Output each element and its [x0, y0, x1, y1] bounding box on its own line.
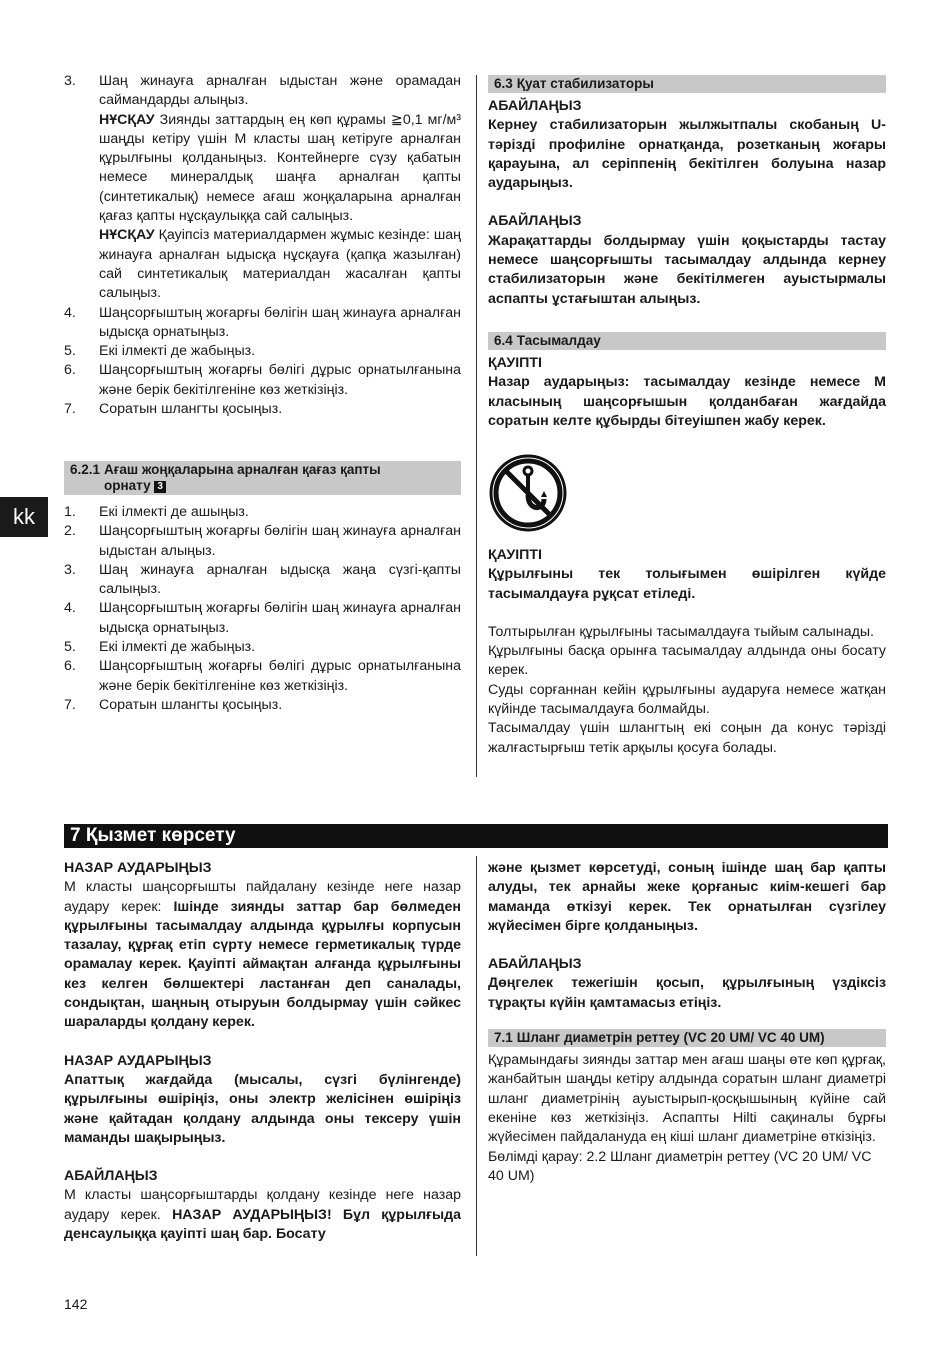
right-top-column	[488, 75, 886, 309]
section-number: 6.2.1	[70, 462, 101, 477]
attention-paragraph	[64, 878, 461, 1032]
note-text: Зиянды заттардың ең көп құрамы ≧0,1 мг/м³ шаңды кетіру үшін М класты шаң кетіруге арналған құрылғыны қолданыңыз. Контейнерге сүзу қабатын немесе минералдық шаңға арналған қапты (синтетикалық) немесе ағаш жоңқаларына арналған қағаз қапты нұсқаулыққа сай салыңыз.	[99, 111, 461, 225]
item-number: 4.	[64, 304, 76, 321]
section-heading	[64, 461, 461, 495]
right-bottom-column	[488, 859, 886, 1186]
note-paragraph	[99, 111, 461, 227]
warning-text: Кернеу стабилизаторын жылжытпалы скобаның U-тәрізді профиліне орнатқанда, розетканың жоғары қарауына, ал серіппенің бекітілген болуына назар аударыңыз.	[488, 117, 886, 192]
note-label: НҰСҚАУ	[99, 227, 155, 244]
danger-text: Құрылғыны тек толығымен өшірілген күйде тасымалдауға рұқсат етіледі.	[488, 566, 886, 602]
danger-heading: ҚАУІПТІ	[488, 355, 542, 371]
chapter-heading: 7 Қызмет көрсету	[64, 824, 888, 848]
item-text: Екі ілмекті де ашыңыз.	[99, 504, 249, 520]
list-item	[64, 304, 461, 343]
section-heading	[488, 1029, 886, 1047]
attention-heading: НАЗАР АУДАРЫҢЫЗ	[64, 1052, 212, 1069]
item-number: 6.	[64, 362, 76, 379]
danger-text: Назар аударыңыз: тасымалдау кезінде немесе М класының шаңсорғышын қолданбаған жағдайда соратын келте құбырды бітеуішпен жабу керек.	[488, 374, 886, 429]
warning-heading: АБАЙЛАҢЫЗ	[488, 98, 582, 114]
paragraph: Тасымалдау үшін шлангтың екі соңын да конус тәрізді жалғастырғыш тетік арқылы қосуға болады.	[488, 720, 886, 756]
attention-text: М класты шаңсорғышты пайдалану кезінде неге назар аудару керек:	[64, 879, 461, 915]
attention-heading: НАЗАР АУДАРЫҢЫЗ	[64, 860, 212, 876]
column-divider-bottom	[476, 856, 477, 1256]
list-item	[64, 361, 461, 400]
list-item	[64, 638, 461, 657]
list-item	[64, 522, 461, 561]
note-text: Қауіпсіз материалдармен жұмыс кезінде: шаң жинауға арналған ыдысқа нұсқауға (қапқа жазылған) сай синтетикалық материалдан жасалған қапты салыңыз.	[99, 227, 461, 302]
caution-bold-text: және қызмет көрсетуді, соның ішінде шаң бар қапты алуды, тек арнайы жеке қорғаныс киім-кешегі бар маманда өткізуі керек. Тек орнатылған сүзгілеу жүйесімен бірге қолданыңыз.	[488, 860, 886, 934]
item-number: 2.	[64, 523, 76, 540]
note-paragraph	[99, 226, 461, 303]
left-section-621	[64, 461, 461, 715]
section-number: 6.3	[494, 76, 513, 91]
list-item	[64, 696, 461, 715]
caution-heading: АБАЙЛАҢЫЗ	[488, 956, 582, 973]
item-text: Екі ілмекті де жабыңыз.	[99, 343, 256, 360]
section-title: Шланг диаметрін реттеу (VC 20 UM/ VC 40 UM)	[516, 1030, 825, 1046]
attention-bold-text: Ішінде зиянды заттар бар бөлмеден құрылғыны тасымалдау алдында құрылғы корпусын тазалау, құрғақ етіп сүрту немесе герметикалық түрде орамалау керек. Қауіпті аймақтан алғанда құрылғыны кез келген бөлшектері ластанған деп саналады, сондықтан, шаңның отыруын болдырмау үшін сәйкес шараларды қолдану керек.	[64, 898, 461, 1031]
list-item	[64, 400, 461, 419]
no-crane-lifting-icon	[488, 453, 568, 533]
list-item	[64, 561, 461, 600]
item-text: Шаңсорғыштың жоғарғы бөлігін шаң жинауға арналған ыдысқа орнатыңыз.	[99, 600, 461, 636]
item-number: 3.	[64, 73, 76, 89]
caution-text: Дөңгелек тежегішін қосып, құрылғының үздіксіз тұрақты күйін қамтамасыз етіңіз.	[488, 975, 886, 1011]
paragraph: Толтырылған құрылғыны тасымалдауға тыйым салынады.	[488, 623, 874, 640]
paragraph: Құрылғыны басқа орынға тасымалдау алдында оны босату керек.	[488, 643, 886, 679]
caution-text: М класты шаңсорғыштарды қолдану кезінде неге назар аудару керек.	[64, 1187, 461, 1223]
item-text: Шаң жинауға арналған ыдысқа жаңа сүзгі-қапты салыңыз.	[99, 561, 461, 598]
section-heading	[488, 75, 886, 93]
section-title: Қуат стабилизаторы	[516, 76, 654, 91]
section-heading	[488, 332, 886, 350]
item-number: 7.	[64, 696, 76, 713]
item-number: 5.	[64, 639, 76, 656]
item-text: Екі ілмекті де жабыңыз.	[99, 639, 256, 656]
paragraph: Суды сорғаннан кейін құрылғыны аударуға немесе жатқан күйінде тасымалдауға болмайды.	[488, 681, 886, 718]
left-bottom-column	[64, 859, 461, 1244]
list-item	[64, 72, 461, 111]
section-number: 7.1	[494, 1030, 513, 1046]
warning-heading: АБАЙЛАҢЫЗ	[488, 213, 582, 230]
item-text: Шаңсорғыштың жоғарғы бөлігі дұрыс орнатылғанына және берік бекітілгеніне көз жеткізіңіз.	[99, 658, 461, 694]
item-text: Шаңсорғыштың жоғарғы бөлігін шаң жинауға арналған ыдыстан алыңыз.	[99, 523, 461, 559]
danger-heading: ҚАУІПТІ	[488, 547, 542, 563]
item-text: Шаң жинауға арналған ыдыстан және орамадан саймандарды алыңыз.	[99, 73, 461, 109]
right-section-64	[488, 332, 886, 431]
caution-heading: АБАЙЛАҢЫЗ	[64, 1168, 158, 1185]
item-number: 1.	[64, 504, 76, 520]
section-title	[104, 462, 455, 494]
item-text: Шаңсорғыштың жоғарғы бөлігін шаң жинауға арналған ыдысқа орнатыңыз.	[99, 304, 461, 340]
list-item	[64, 342, 461, 361]
paragraph: Құрамындағы зиянды заттар мен ағаш шаңы өте көп құрғақ, жанбайтын шаңды кетіру алдында соратын шланг диаметрі шланг диаметрінің ауыстырып-қосқышының күйіне сай екеніне көз жеткізіңіз. Аспапты Hilti сақиналы бұрғы жүйесімен пайдаланудa ең кіші шланг диаметріне өткізіңіз.	[488, 1052, 886, 1146]
language-tab: kk	[0, 497, 48, 537]
figure-reference: 3	[154, 481, 166, 493]
section-number: 6.4	[494, 333, 513, 348]
paragraph: Бөлімді қарау: 2.2 Шланг диаметрін реттеу (VC 20 UM/ VC 40 UM)	[488, 1148, 872, 1184]
item-number: 6.	[64, 658, 76, 675]
item-text: Соратын шлангты қосыңыз.	[99, 401, 283, 418]
list-item	[64, 503, 461, 522]
item-number: 5.	[64, 343, 76, 360]
item-number: 4.	[64, 600, 76, 617]
caution-bold-text: НАЗАР АУДАРЫҢЫЗ! Бұл құрылғыда денсаулыққа қауіпті шаң бар. Босату	[64, 1206, 462, 1243]
section-title-text: Ағаш жоңқаларына арналған қағаз қапты орнату	[104, 462, 381, 493]
item-number: 7.	[64, 401, 76, 418]
note-label: НҰСҚАУ	[99, 111, 155, 128]
list-item	[64, 657, 461, 696]
right-transport-block	[488, 546, 886, 758]
page-number: 142	[64, 1296, 88, 1312]
attention-text: Апаттық жағдайда (мысалы, сүзгі бүлінгенде) құрылғыны өшіріңіз, оны электр желісінен өшіріңіз және қайтадан қолдану алдында оны тексеру үшін маманды шақырыңыз.	[64, 1071, 461, 1146]
column-divider-top	[476, 75, 477, 777]
item-text: Шаңсорғыштың жоғарғы бөлігі дұрыс орнатылғанына және берік бекітілгеніне көз жеткізіңіз.	[99, 362, 461, 398]
section-title: Тасымалдау	[516, 333, 601, 348]
list-item	[64, 599, 461, 638]
warning-text: Жарақаттарды болдырмау үшін қоқыстарды тастау немесе шаңсорғышты тасымалдау алдында кернеу стабилизаторын және бекітілмеген ауыстырмалы аспапты ұстағыштан алыңыз.	[488, 232, 886, 307]
item-number: 3.	[64, 561, 76, 578]
item-text: Соратын шлангты қосыңыз.	[99, 696, 283, 713]
left-top-column	[64, 72, 461, 419]
caution-paragraph	[64, 1186, 461, 1244]
